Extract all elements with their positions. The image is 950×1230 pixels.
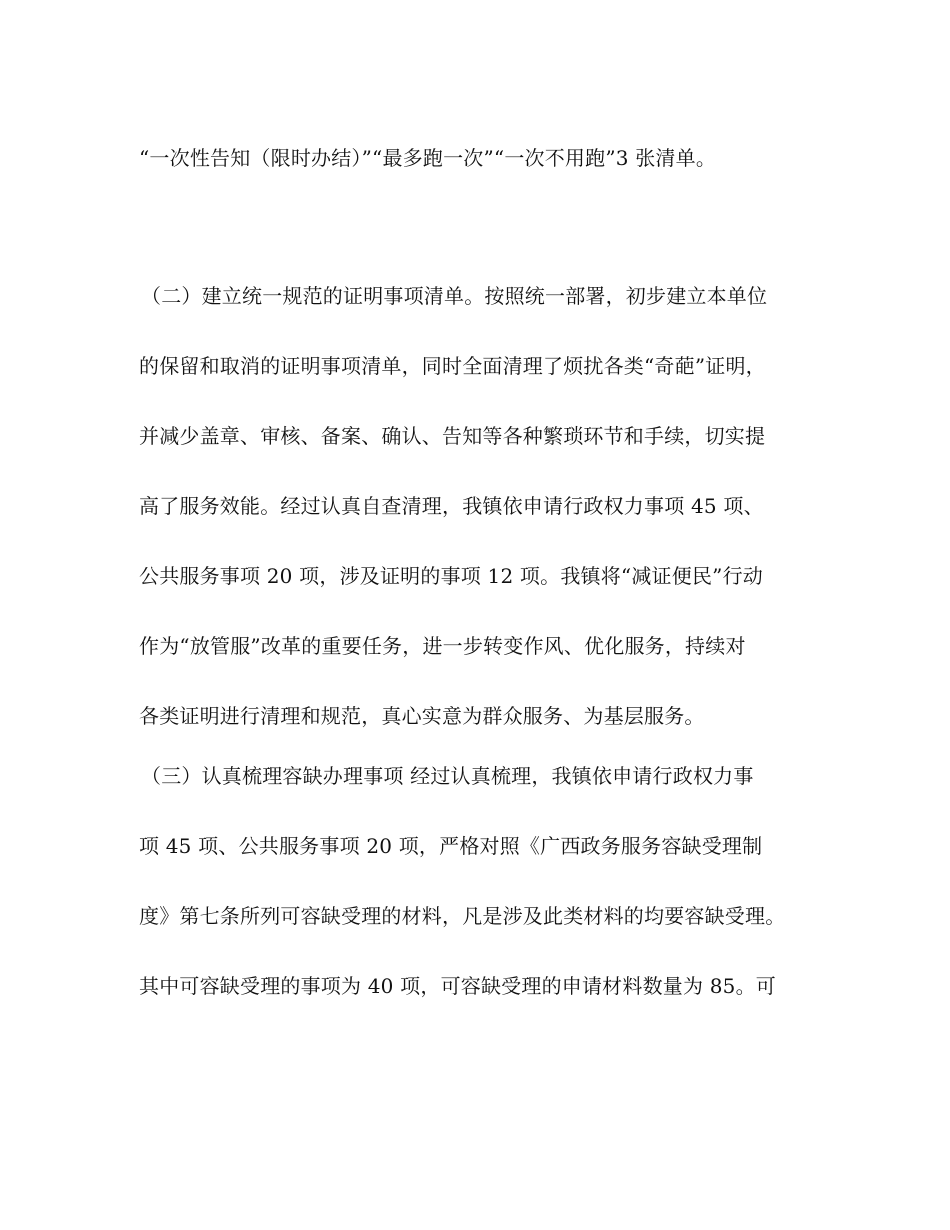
text-line: 作为“放管服”改革的重要任务，进一步转变作风、优化服务，持续对 — [139, 634, 746, 658]
text-line: “一次性告知（限时办结）”“最多跑一次”“一次不用跑”3 张清单。 — [139, 146, 717, 170]
text-line: 公共服务事项 20 项，涉及证明的事项 12 项。我镇将“减证便民”行动 — [139, 564, 763, 588]
text-line: 度》第七条所列可容缺受理的材料，凡是涉及此类材料的均要容缺受理。 — [139, 904, 786, 928]
text-line: 其中可容缺受理的事项为 40 项，可容缺受理的申请材料数量为 85。可 — [139, 974, 776, 998]
text-line: 项 45 项、公共服务事项 20 项，严格对照《广西政务服务容缺受理制 — [139, 834, 763, 858]
text-line: （三）认真梳理容缺办理事项 经过认真梳理，我镇依申请行政权力事 — [141, 764, 754, 788]
text-line: （二）建立统一规范的证明事项清单。按照统一部署，初步建立本单位 — [141, 284, 768, 308]
text-line: 各类证明进行清理和规范，真心实意为群众服务、为基层服务。 — [139, 704, 705, 728]
text-line: 并减少盖章、审核、备案、确认、告知等各种繁琐环节和手续，切实提 — [139, 424, 766, 448]
text-line: 高了服务效能。经过认真自查清理，我镇依申请行政权力事项 45 项、 — [139, 494, 764, 518]
text-line: 的保留和取消的证明事项清单，同时全面清理了烦扰各类“奇葩”证明， — [139, 354, 766, 378]
